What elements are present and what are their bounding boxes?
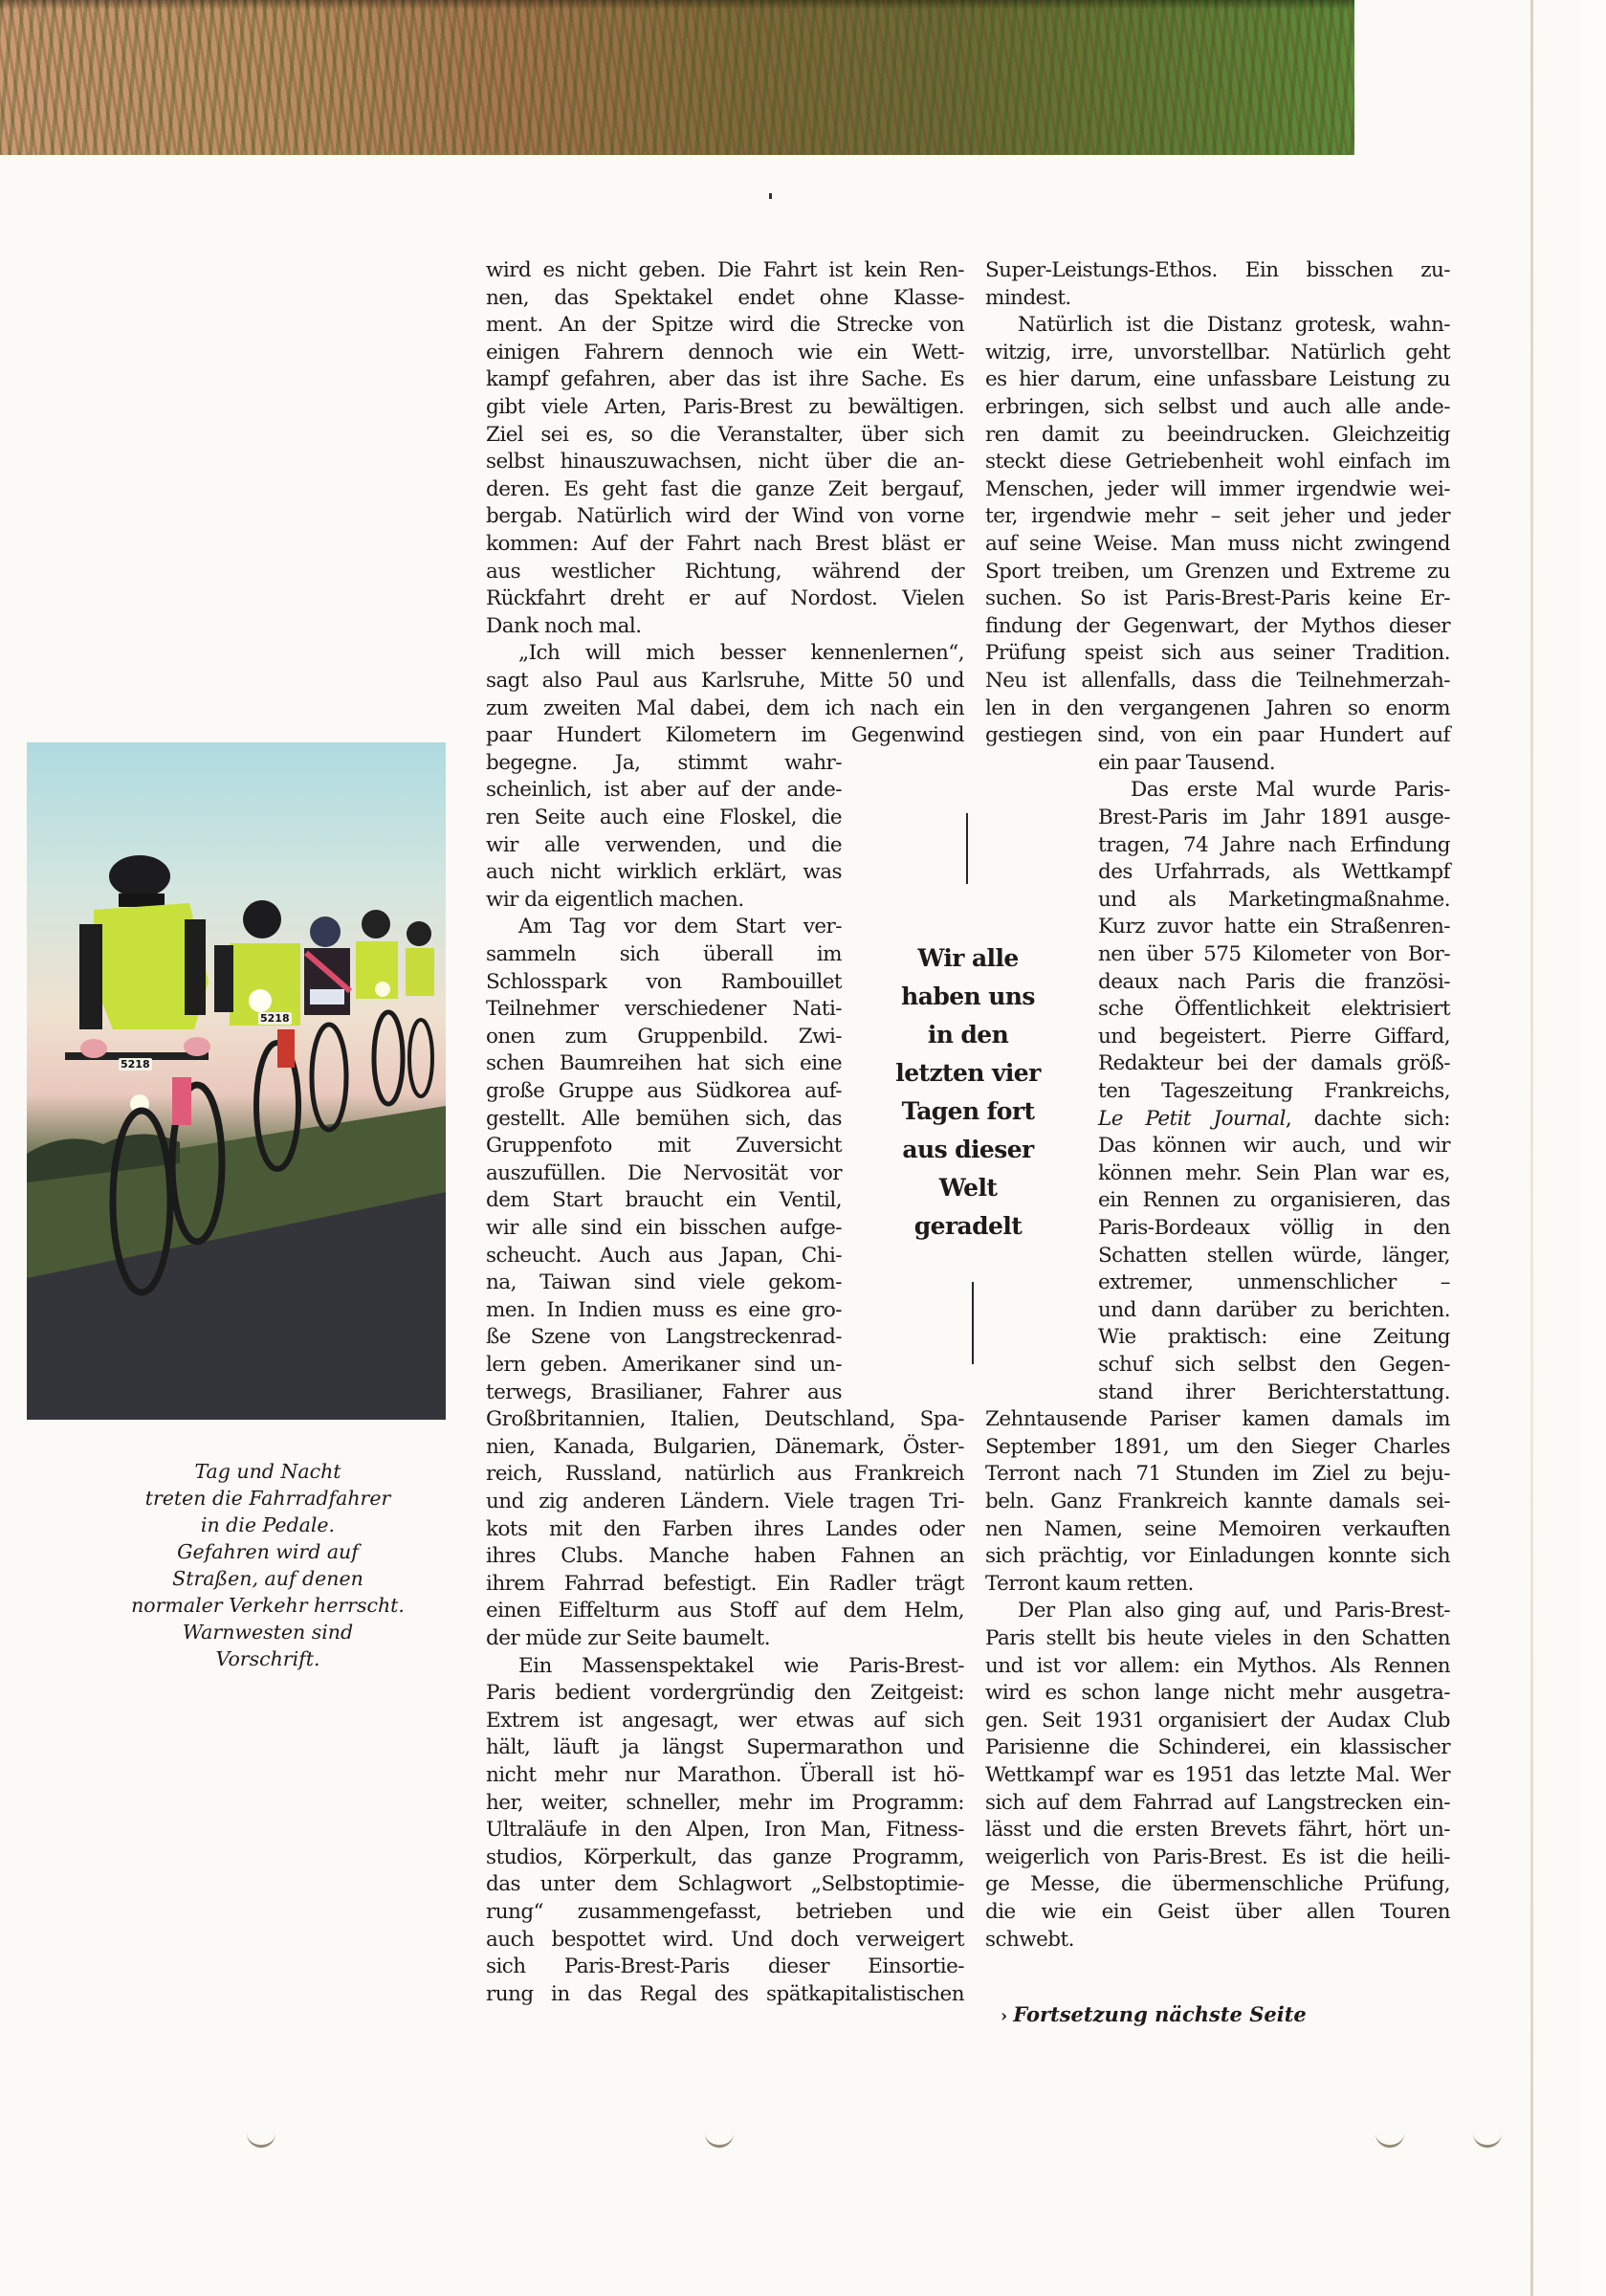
text-line: Teilnehmer verschiedener Nati- — [486, 997, 842, 1022]
text-line: das unter dem Schlagwort „Selbstoptimie- — [486, 1872, 964, 1897]
text-line: Terront nach 71 Stunden im Ziel zu beju- — [985, 1462, 1450, 1487]
text-line: gibt viele Arten, Paris-Brest zu bewältigen. — [486, 395, 964, 419]
text-line: Prüfung speist sich aus seiner Tradition. — [985, 641, 1450, 666]
text-line — [1098, 1105, 1450, 1133]
text-line: ter, irgendwie mehr – seit jeher und jeder — [985, 504, 1450, 529]
text-line: auch bespottet wird. Und doch verweigert — [486, 1927, 964, 1952]
pull-quote-line: haben uns — [901, 982, 1035, 1010]
text-line: Super-Leistungs-Ethos. Ein bisschen zu- — [985, 258, 1450, 282]
text-line: paar Hundert Kilometern im Gegenwind — [486, 723, 964, 748]
text-line: schen Baumreihen hat sich eine — [486, 1051, 842, 1076]
text-line: Paris-Bordeaux völlig in den — [1098, 1216, 1450, 1240]
text-line: und begeistert. Pierre Giffard, — [1098, 1024, 1450, 1049]
text-line: Wie praktisch: eine Zeitung — [1098, 1325, 1450, 1350]
text-line: na, Taiwan sind viele gekom- — [486, 1270, 842, 1295]
text-line: Großbritannien, Italien, Deutschland, Spa- — [486, 1407, 964, 1432]
text-line: Redakteur bei der damals größ- — [1098, 1051, 1450, 1076]
text-line: sich auf dem Fahrrad auf Langstrecken ein- — [985, 1790, 1450, 1815]
text-line: deren. Es geht fast die ganze Zeit bergauf, — [486, 476, 964, 501]
text-line: Schlosspark von Rambouillet — [486, 969, 842, 994]
text-line: zum zweiten Mal dabei, dem ich nach ein — [486, 695, 964, 720]
text-line: Ultraläufe in den Alpen, Iron Man, Fitness- — [486, 1818, 964, 1843]
text-line: ge Messe, die übermenschliche Prüfung, — [985, 1872, 1450, 1897]
pull-quote-line: letzten vier — [895, 1059, 1041, 1087]
text-line: ren damit zu beeindrucken. Gleichzeitig — [985, 422, 1450, 447]
text-line: ße Szene von Langstreckenrad- — [486, 1325, 842, 1350]
text-line: Schatten stellen würde, länger, — [1098, 1243, 1450, 1268]
text-line: Zehntausende Pariser kamen damals im — [985, 1407, 1450, 1432]
pull-quote-line: Welt — [938, 1174, 998, 1202]
text-line: ihrem Fahrrad befestigt. Ein Radler trägt — [486, 1571, 964, 1596]
text-line: „Ich will mich besser kennenlernen“, — [518, 641, 964, 666]
text-line: auch nicht wirklich erklärt, was — [486, 860, 842, 885]
bib-number: 5218 — [260, 1012, 290, 1025]
text-line: und ist vor allem: ein Mythos. Als Rennen — [985, 1653, 1450, 1678]
pull-quote-line: Tagen fort — [901, 1097, 1035, 1125]
rider-middle — [214, 900, 300, 1169]
caption-line: Gefahren wird auf — [177, 1540, 359, 1563]
text-line: sche Öffentlichkeit elektrisiert — [1098, 997, 1450, 1022]
text-line: bergab. Natürlich wird der Wind von vorne — [486, 504, 964, 529]
caption-line: Tag und Nacht — [194, 1460, 341, 1483]
banner-photo — [0, 0, 1354, 155]
text-line: die wie ein Geist über allen Touren — [985, 1900, 1450, 1924]
text-line: wir da eigentlich machen. — [486, 887, 744, 912]
text-line: deaux nach Paris die französi- — [1098, 969, 1450, 994]
text-line: schuf sich selbst den Gegen- — [1098, 1353, 1450, 1377]
print-speck — [769, 193, 772, 199]
caption-line: in die Pedale. — [200, 1513, 336, 1536]
text-line: lern geben. Amerikaner sind un- — [486, 1353, 842, 1377]
rider-rear-2 — [304, 916, 350, 1130]
text-line: September 1891, um den Sieger Charles — [985, 1434, 1450, 1459]
pull-quote-rule-bottom — [972, 1282, 974, 1364]
text-line: sammeln sich überall im — [486, 942, 842, 966]
caption-line: Straßen, auf denen — [172, 1567, 363, 1590]
text-line: rung in das Regal des spätkapitalistischen — [486, 1981, 964, 2006]
text-line: ein Rennen zu organisieren, das — [1098, 1188, 1450, 1213]
text-line: men. In Indien muss es eine gro- — [486, 1297, 842, 1322]
text-line: reich, Russland, natürlich aus Frankreich — [486, 1462, 964, 1487]
text-line: ihres Clubs. Manche haben Fahnen an — [486, 1544, 964, 1569]
text-line: aus westlicher Richtung, während der — [486, 559, 964, 584]
paper-margin — [1582, 0, 1606, 2296]
text-line: es hier darum, eine unfassbare Leistung zu — [985, 367, 1450, 392]
punch-mark — [1473, 2130, 1502, 2148]
text-line: schwebt. — [985, 1927, 1074, 1952]
text-line: des Urfahrrads, als Wettkampf — [1098, 860, 1450, 885]
text-line: wird es nicht geben. Die Fahrt ist kein Ren- — [486, 258, 964, 282]
text-line: nen Namen, seine Memoiren verkauften — [985, 1516, 1450, 1541]
text-line: sich prächtig, vor Einladungen konnte sich — [985, 1544, 1450, 1569]
text-line: scheinlich, ist aber auf der ande- — [486, 778, 842, 803]
text-line: Sport treiben, um Grenzen und Extreme zu — [985, 559, 1450, 584]
text-line: Paris bedient vordergründig den Zeitgeist: — [486, 1681, 964, 1706]
text-line: Brest-Paris im Jahr 1891 ausge- — [1098, 806, 1450, 829]
caption-line: Warnwesten sind — [182, 1621, 354, 1644]
text-line: Gruppenfoto mit Zuversicht — [486, 1134, 842, 1159]
cyclists-illustration — [27, 742, 446, 1420]
text-line: Ein Massenspektakel wie Paris-Brest- — [518, 1653, 964, 1678]
text-line: len in den vergangenen Jahren so enorm — [985, 695, 1450, 720]
rider-rear-4 — [406, 921, 434, 1096]
punch-mark — [1375, 2130, 1404, 2148]
pull-quote-line: in den — [927, 1021, 1009, 1049]
text-line: onen zum Gruppenbild. Zwi- — [486, 1024, 842, 1049]
text-line: und dann darüber zu berichten. — [1098, 1297, 1450, 1322]
text-line: Extrem ist angesagt, wer etwas auf sich — [486, 1708, 964, 1733]
text-line: Ziel sei es, so die Veranstalter, über sich — [486, 422, 964, 447]
text-line: Rückfahrt dreht er auf Nordost. Vielen — [486, 586, 964, 611]
text-line: wird es schon lange nicht mehr ausgetra- — [985, 1681, 1450, 1706]
text-line: ein paar Tausend. — [1098, 750, 1275, 775]
text-line: weigerlich von Paris-Brest. Es ist die heili- — [985, 1844, 1450, 1869]
text-line: auf seine Weise. Man muss nicht zwingend — [985, 532, 1450, 556]
text-line: tragen, 74 Jahre nach Erfindung — [1098, 832, 1450, 857]
text-line: selbst hinauszuwachsen, nicht über die an- — [486, 450, 964, 475]
pull-quote-line: aus dieser — [902, 1136, 1034, 1163]
pull-quote-rule-top — [966, 813, 968, 884]
text-line: Neu ist allenfalls, dass die Teilnehmerzah- — [985, 669, 1450, 693]
text-line: einigen Fahrern dennoch wie ein Wett- — [486, 340, 964, 364]
punch-mark — [705, 2130, 734, 2148]
continuation-link[interactable] — [1001, 2002, 1307, 2026]
text-line: Das können wir auch, und wir — [1098, 1134, 1450, 1159]
text-line: wir alle sind ein bisschen aufge- — [486, 1216, 842, 1240]
text-line: auszufüllen. Die Nervosität vor — [486, 1160, 842, 1185]
text-line: Natürlich ist die Distanz grotesk, wahn- — [1018, 313, 1450, 338]
text-fragment: , dachte sich: — [1285, 1106, 1450, 1131]
text-line: nen, das Spektakel endet ohne Klasse- — [486, 285, 964, 310]
text-line: sich Paris-Brest-Paris dieser Einsortie- — [486, 1954, 964, 1979]
text-line: können mehr. Sein Plan war es, — [1098, 1160, 1450, 1185]
text-line: Wettkampf war es 1951 das letzte Mal. Wer — [985, 1763, 1450, 1787]
bib-number: 5218 — [121, 1058, 150, 1071]
text-line: scheucht. Auch aus Japan, Chi- — [486, 1243, 842, 1268]
cyclists-photo — [27, 742, 446, 1420]
text-line: und zig anderen Ländern. Viele tragen Tri- — [486, 1490, 964, 1513]
text-line: witzig, irre, unvorstellbar. Natürlich geht — [985, 340, 1450, 364]
text-line: beln. Ganz Frankreich kannte damals sei- — [985, 1490, 1450, 1513]
text-line: Der Plan also ging auf, und Paris-Brest- — [1018, 1599, 1450, 1623]
text-line: findung der Gegenwart, der Mythos dieser — [985, 613, 1450, 638]
text-line: nicht mehr nur Marathon. Überall ist hö- — [486, 1763, 964, 1787]
text-line: große Gruppe aus Südkorea auf- — [486, 1079, 842, 1103]
text-line: rung“ zusammengefasst, betrieben und — [486, 1900, 964, 1924]
text-line: sagt also Paul aus Karlsruhe, Mitte 50 und — [486, 669, 964, 693]
text-line: wir alle verwenden, und die — [486, 832, 842, 857]
text-line: suchen. So ist Paris-Brest-Paris keine Er- — [985, 586, 1450, 611]
text-line: ten Tageszeitung Frankreichs, — [1098, 1079, 1450, 1103]
text-line: extremer, unmenschlicher – — [1098, 1270, 1450, 1295]
caption-line: normaler Verkehr herrscht. — [131, 1594, 405, 1617]
text-line: her, weiter, schneller, mehr im Programm: — [486, 1790, 964, 1815]
text-line: stand ihrer Berichterstattung. — [1098, 1380, 1450, 1404]
text-line: Dank noch mal. — [486, 613, 642, 638]
continuation-label: Fortsetzung nächste Seite — [1013, 2002, 1307, 2026]
text-line: gen. Seit 1931 organisiert der Audax Club — [985, 1708, 1450, 1733]
text-line: kommen: Auf der Fahrt nach Brest bläst er — [486, 532, 964, 556]
photo-caption — [88, 1458, 448, 1672]
text-line: Das erste Mal wurde Paris- — [1131, 778, 1450, 803]
text-line: Am Tag vor dem Start ver- — [518, 915, 842, 939]
text-line: erbringen, sich selbst und auch alle ande- — [985, 395, 1450, 419]
text-line: dem Start braucht ein Ventil, — [486, 1188, 842, 1213]
text-line: Menschen, jeder will immer irgendwie wei- — [985, 476, 1450, 501]
text-line: steckt diese Getriebenheit wohl einfach im — [985, 450, 1450, 475]
text-line: lässt und die ersten Brevets fährt, hört un- — [985, 1818, 1450, 1843]
pull-quote-line: Wir alle — [917, 944, 1019, 972]
chevron-right-icon: › — [1001, 2006, 1008, 2026]
text-line: Paris stellt bis heute vieles in den Schatten — [985, 1626, 1450, 1650]
text-line: begegne. Ja, stimmt wahr- — [486, 750, 842, 775]
text-line: terwegs, Brasilianer, Fahrer aus — [486, 1380, 842, 1404]
text-line: kampf gefahren, aber das ist ihre Sache. Es — [486, 367, 964, 392]
text-line: gestellt. Alle bemühen sich, das — [486, 1106, 842, 1131]
pull-quote-line: geradelt — [913, 1212, 1023, 1240]
text-line: Kurz zuvor hatte ein Straßenren- — [1098, 915, 1450, 939]
text-line: gestiegen sind, von ein paar Hundert auf — [985, 723, 1450, 748]
text-line: der müde zur Seite baumelt. — [486, 1626, 771, 1650]
text-line: hält, läuft ja längst Supermarathon und — [486, 1735, 964, 1760]
text-line: und als Marketingmaßnahme. — [1098, 887, 1450, 912]
rider-rear-3 — [356, 910, 403, 1104]
text-line: Parisienne die Schinderei, ein klassischer — [985, 1735, 1450, 1760]
punch-mark — [247, 2130, 275, 2148]
caption-line: Vorschrift. — [215, 1647, 320, 1670]
text-line: einen Eiffelturm aus Stoff auf dem Helm, — [486, 1599, 964, 1623]
text-line: Terront kaum retten. — [985, 1571, 1194, 1596]
text-line: studios, Körperkult, das ganze Programm, — [486, 1844, 964, 1869]
text-line: ment. An der Spitze wird die Strecke von — [486, 313, 964, 338]
caption-line: treten die Fahrradfahrer — [144, 1487, 391, 1510]
text-line: nen über 575 Kilometer von Bor- — [1098, 942, 1450, 966]
text-line: mindest. — [985, 285, 1071, 310]
pull-quote — [872, 939, 1064, 1246]
text-line: ren Seite auch eine Floskel, die — [486, 806, 842, 829]
text-line: nien, Kanada, Bulgarien, Dänemark, Öster- — [486, 1434, 964, 1459]
text-line: kots mit den Farben ihres Landes oder — [486, 1516, 964, 1541]
newspaper-name: Le Petit Journal — [1098, 1106, 1286, 1131]
paper-edge — [1530, 0, 1533, 2296]
